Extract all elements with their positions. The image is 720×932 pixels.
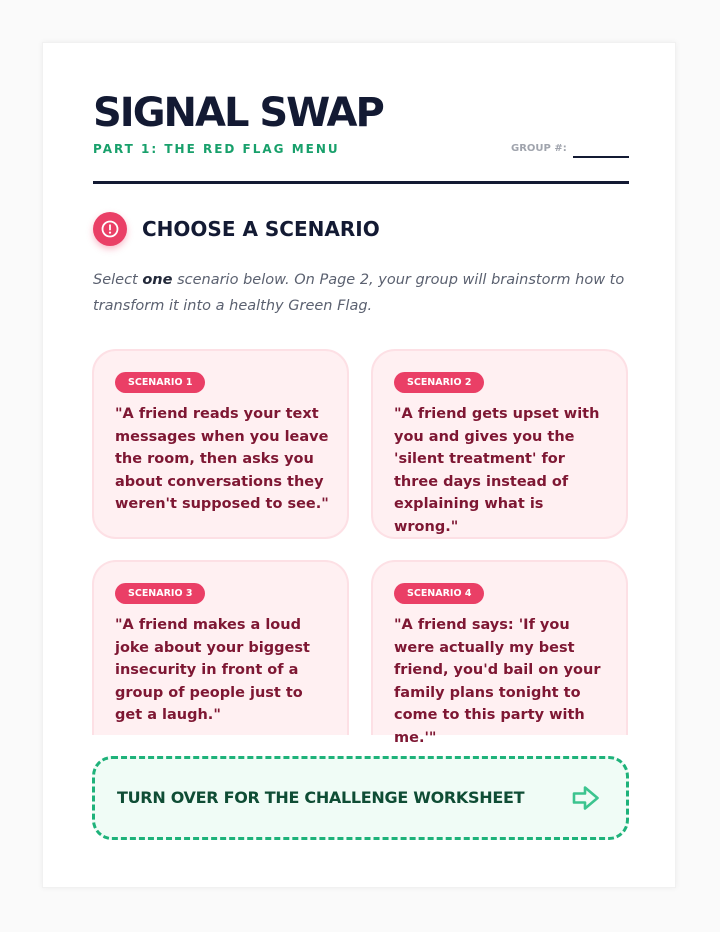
page-subtitle: PART 1: THE RED FLAG MENU [93,142,340,156]
scenario-card[interactable] [92,349,349,539]
scenario-badge: SCENARIO 3 [115,583,205,604]
scenario-text: "A friend gets upset with you and gives you the 'silent treatment' for three days instead of explaining what is wrong." [394,406,600,535]
group-number-blank[interactable] [573,156,629,158]
arrow-right-icon [571,784,601,817]
exclamation-circle-icon [93,212,127,246]
scenario-text: "A friend reads your text messages when you leave the room, then asks you about conversations they weren't supposed to see." [115,406,329,512]
page-title: SIGNAL SWAP [93,90,383,136]
scenario-badge: SCENARIO 1 [115,372,205,393]
group-number-label: GROUP #: [511,143,567,154]
scenario-card[interactable] [371,560,628,746]
intro-text [93,267,633,319]
turn-over-label: TURN OVER FOR THE CHALLENGE WORKSHEET [117,788,525,807]
worksheet-page [42,42,676,888]
scenario-text: "A friend makes a loud joke about your biggest insecurity in front of a group of people just to get a laugh." [115,617,310,723]
scenario-badge: SCENARIO 2 [394,372,484,393]
scenario-text: "A friend says: 'If you were actually my best friend, you'd bail on your family plans tonight to come to this party with me.'" [394,617,601,746]
scenario-badge: SCENARIO 4 [394,583,484,604]
section-heading: CHOOSE A SCENARIO [142,217,380,241]
scenario-card[interactable] [92,560,349,735]
intro-text-emphasis: one [142,272,173,288]
intro-text-start: Select [93,272,143,288]
header-divider [93,181,629,184]
intro-text-end: scenario below. On Page 2, your group will brainstorm how to transform it into a healthy Green Flag. [93,272,625,314]
turn-over-callout[interactable] [92,756,629,840]
scenario-card[interactable] [371,349,628,539]
